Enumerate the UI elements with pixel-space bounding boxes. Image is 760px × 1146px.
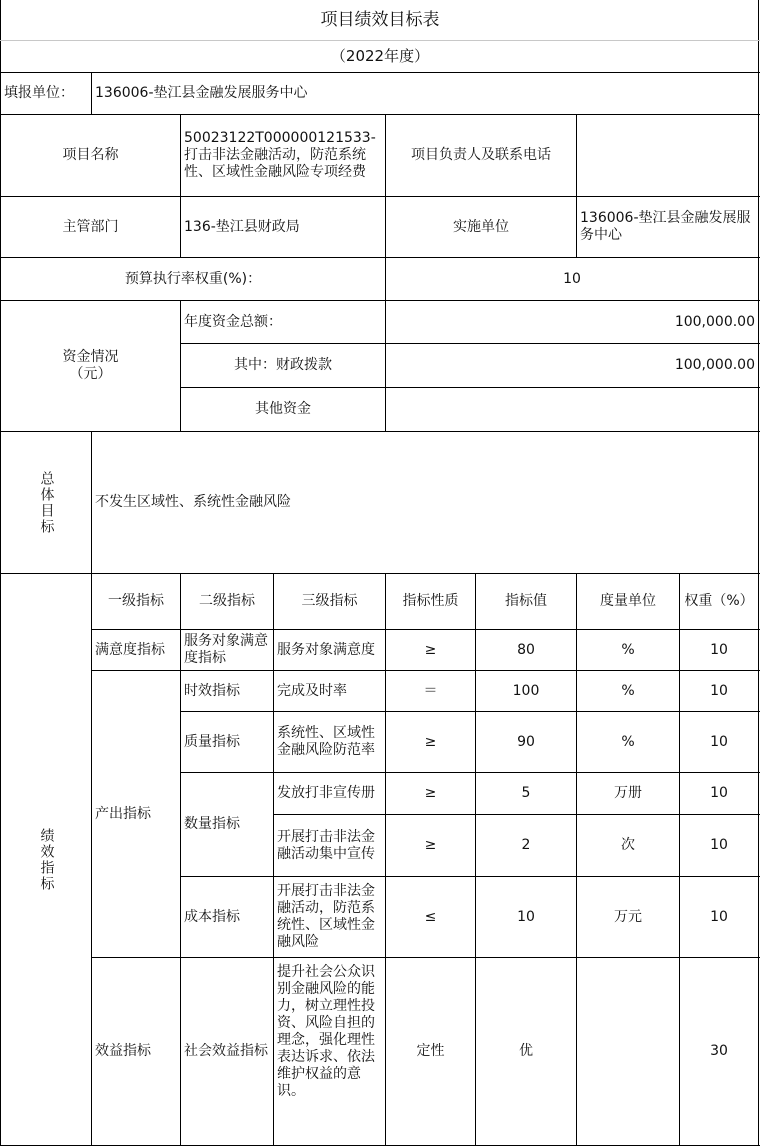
perf-label: 绩效指标 (38, 827, 55, 892)
row-nature: ≥ (424, 733, 437, 750)
dept-value: 136-垫江县财政局 (184, 218, 300, 235)
dept-label: 主管部门 (62, 218, 119, 235)
budget-weight-value: 10 (563, 270, 581, 287)
perf-label-cell (1, 574, 91, 1145)
goal-value: 不发生区域性、系统性金融风险 (95, 494, 291, 510)
row-value: 90 (517, 733, 535, 750)
level1-output: 产出指标 (95, 805, 151, 822)
row-unit: % (621, 733, 635, 750)
fiscal-value: 100,000.00 (674, 357, 755, 373)
row-level3: 完成及时率 (277, 682, 347, 699)
row-weight: 10 (710, 785, 728, 801)
row-unit: 万册 (614, 785, 642, 801)
header-nature: 指标性质 (402, 593, 459, 609)
annual-total-label: 年度资金总额： (184, 313, 282, 330)
level2-timeliness: 时效指标 (184, 682, 240, 699)
row-value: 80 (517, 641, 535, 658)
row-level3: 服务对象满意度 (277, 641, 375, 658)
level1-benefit: 效益指标 (95, 1043, 151, 1059)
header-level1: 一级指标 (108, 593, 164, 609)
row-weight: 10 (710, 641, 728, 658)
level2-quality: 质量指标 (184, 733, 240, 750)
row-value: 100 (512, 682, 540, 699)
row-nature: ≥ (424, 785, 437, 801)
impl-unit-label: 实施单位 (453, 218, 509, 235)
header-level3: 三级指标 (301, 593, 358, 609)
reporting-unit-value: 136006-垫江县金融发展服务中心 (95, 85, 308, 101)
other-funds-label: 其他资金 (255, 401, 311, 417)
row-value: 优 (519, 1043, 533, 1059)
level2-cost: 成本指标 (184, 908, 240, 925)
project-name-value: 50023122T000000121533-打击非法金融活动，防范系统性、区域性金融风险专项经费 (184, 130, 376, 180)
row-unit (577, 958, 679, 1145)
row-nature: ≥ (424, 641, 437, 658)
budget-weight-label: 预算执行率权重(%)： (124, 270, 262, 287)
funds-label: 资金情况（元） (62, 349, 119, 382)
header-unit: 度量单位 (600, 593, 656, 609)
row-value: 5 (521, 785, 531, 801)
row-value: 10 (517, 908, 535, 925)
page-title: 项目绩效目标表 (320, 9, 440, 30)
row-level3: 开展打击非法金融活动，防范系统性、区域性金融风险 (277, 883, 375, 950)
project-name-label: 项目名称 (62, 147, 119, 163)
row-unit: 次 (621, 837, 635, 853)
header-level2: 二级指标 (199, 593, 255, 609)
row-level3: 提升社会公众识别金融风险的能力，树立理性投资、风险自担的理念，强化理性表达诉求、依法维护权益的意识。 (277, 964, 375, 1099)
row-nature: ＝ (423, 682, 438, 699)
row-unit: 万元 (614, 908, 642, 925)
row-level3: 发放打非宣传册 (277, 785, 375, 801)
goal-label: 总体目标 (38, 470, 55, 535)
level2-service-satisfaction: 服务对象满意度指标 (184, 633, 268, 666)
row-level3: 系统性、区域性金融风险防范率 (277, 725, 375, 758)
fiscal-label: 其中：财政拨款 (234, 357, 332, 373)
header-weight: 权重（%） (684, 593, 754, 609)
row-weight: 30 (710, 1043, 728, 1059)
row-weight: 10 (710, 837, 728, 853)
row-value: 2 (521, 837, 531, 853)
level2-quantity: 数量指标 (184, 816, 240, 832)
row-weight: 10 (710, 908, 728, 925)
row-weight: 10 (710, 733, 728, 750)
year-label: （2022年度） (330, 47, 430, 65)
goal-label-cell (1, 432, 91, 573)
row-weight: 10 (710, 682, 728, 699)
annual-total-value: 100,000.00 (674, 313, 755, 330)
row-nature: ≥ (424, 837, 437, 853)
row-nature: ≤ (424, 908, 437, 925)
header-value: 指标值 (505, 593, 547, 609)
row-level3: 开展打击非法金融活动集中宣传 (277, 828, 375, 862)
level2-social-benefit: 社会效益指标 (184, 1043, 268, 1059)
other-funds-value (386, 388, 758, 431)
row-nature: 定性 (416, 1043, 445, 1059)
row-unit: % (621, 682, 635, 699)
impl-unit-value: 136006-垫江县金融发展服务中心 (580, 210, 751, 243)
reporting-unit-label: 填报单位： (4, 85, 74, 101)
contact-label: 项目负责人及联系电话 (411, 147, 551, 163)
level1-satisfaction: 满意度指标 (95, 641, 165, 658)
row-unit: % (621, 641, 635, 658)
contact-value (577, 115, 758, 196)
